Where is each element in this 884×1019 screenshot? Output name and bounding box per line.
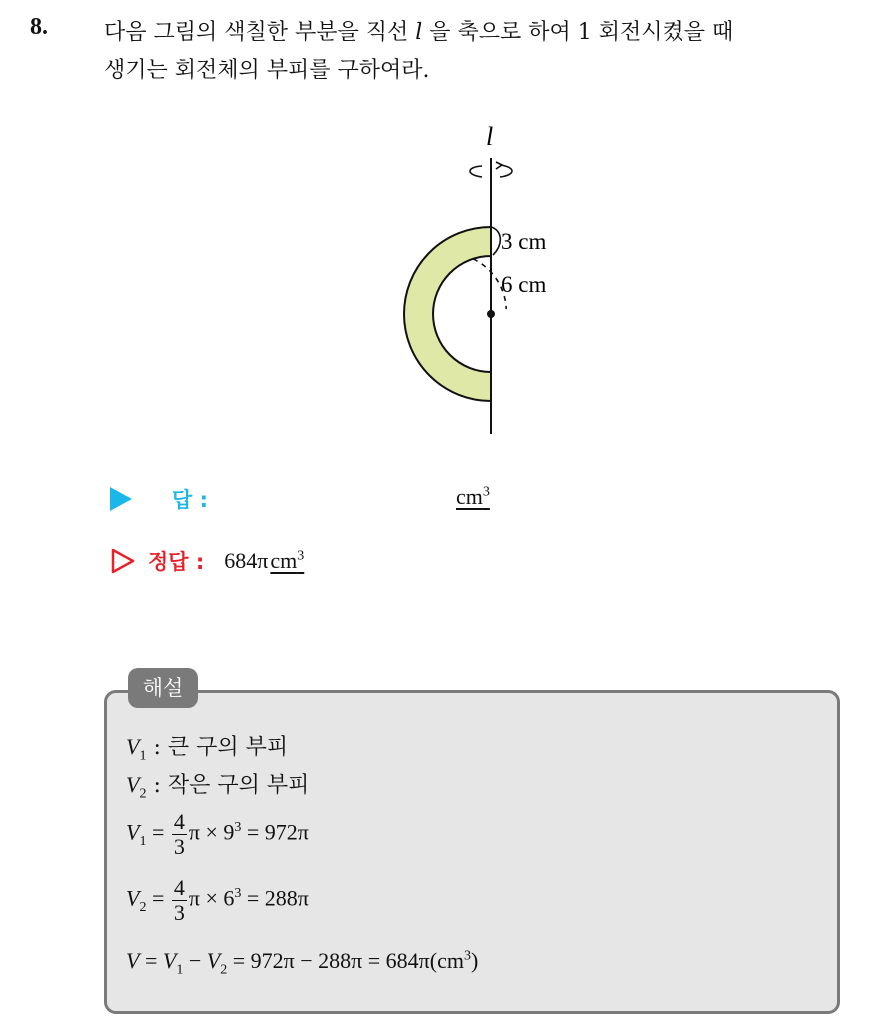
correct-marker-icon bbox=[110, 547, 136, 575]
fraction-4-3: $\frac{4}{3}$ bbox=[173, 875, 185, 925]
solution-equation-1: $V_1$ = $\frac{4}{3}$ $\pi \times 9^3 = 972\pi$ bbox=[126, 809, 309, 859]
shaded-region bbox=[404, 227, 491, 401]
arrow-head-icon bbox=[496, 162, 502, 169]
solution-equation-2: $V_2$ = $\frac{4}{3}$ $\pi \times 6^3 = 288\pi$ bbox=[126, 875, 309, 925]
outer-thickness-label: 3 cm bbox=[501, 229, 547, 254]
answer-row bbox=[110, 484, 208, 514]
question-line-2: 생기는 회전체의 부피를 구하여라. bbox=[104, 58, 430, 83]
axis-label: l bbox=[486, 122, 494, 151]
answer-marker-icon bbox=[110, 487, 132, 511]
answer-unit: $cm^3$ bbox=[456, 484, 490, 509]
solution-equation-3: $V = V_1 - V_2 = 972\pi - 288\pi = 684\pi(cm^3)$ bbox=[126, 948, 479, 978]
correct-answer-row bbox=[110, 546, 304, 576]
correct-answer-value: 684π bbox=[224, 548, 269, 573]
center-point bbox=[487, 310, 495, 318]
outer-thickness-arc bbox=[491, 227, 500, 255]
correct-answer-label: 정답 : bbox=[148, 550, 205, 574]
solution-line-2: $V_2$ : 작은 구의 부피 bbox=[126, 772, 310, 802]
solution-line-1: $V_1$ : 큰 구의 부피 bbox=[126, 734, 289, 764]
solution-tag: 해설 bbox=[128, 668, 198, 708]
question-line-1: 다음 그림의 색칠한 부분을 직선 l 을 축으로 하여 1 회전시켰을 때 bbox=[104, 20, 734, 45]
question-text bbox=[104, 14, 874, 90]
axis-variable: l bbox=[415, 20, 423, 45]
rotation-figure bbox=[380, 118, 620, 438]
correct-answer-unit: $cm^3$ bbox=[270, 548, 305, 573]
question-number: 8. bbox=[30, 14, 48, 40]
answer-label: 답 : bbox=[172, 488, 208, 512]
fraction-4-3: $\frac{4}{3}$ bbox=[173, 809, 185, 859]
inner-radius-label: 6 cm bbox=[501, 272, 547, 297]
